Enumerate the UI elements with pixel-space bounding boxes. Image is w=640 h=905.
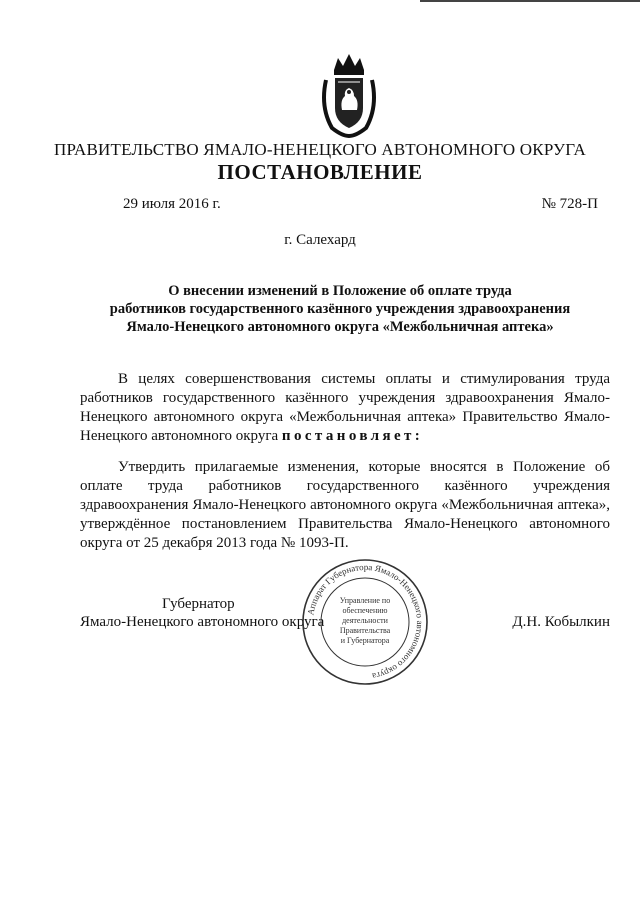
document-title [80,282,600,336]
document-date: 29 июля 2016 г. [123,196,221,212]
document-city: г. Салехард [284,232,356,248]
paragraph-1-emphasis: постановляет: [281,428,424,444]
signatory-name: Д.Н. Кобылкин [512,614,610,630]
scan-edge-line [420,0,640,2]
official-stamp [300,557,430,687]
stamp-center-line: Правительства [339,626,391,635]
signatory-title-line1: Губернатор [162,596,235,612]
stamp-ring-text: Аппарат Губернатора Ямало-Ненецкого автономного округа [305,561,426,682]
body-paragraph-2 [80,458,610,553]
title-line: Ямало-Ненецкого автономного округа «Межбольничная аптека» [126,319,554,335]
body-paragraph-1 [80,370,610,446]
document-type: ПОСТАНОВЛЕНИЕ [217,160,423,184]
stamp-center-line: Управление по [339,596,391,605]
document-number: № 728-П [541,196,598,212]
stamp-center-line: и Губернатора [340,636,390,645]
title-line: О внесении изменений в Положение об оплате труда [168,283,512,299]
stamp-center-line: деятельности [342,616,388,625]
organization-title: ПРАВИТЕЛЬСТВО ЯМАЛО-НЕНЕЦКОГО АВТОНОМНОГО ОКРУГА [54,140,586,159]
stamp-center-line: обеспечению [342,606,388,615]
signatory-title-line2: Ямало-Ненецкого автономного округа [80,614,325,630]
title-line: работников государственного казённого учреждения здравоохранения [109,301,571,317]
paragraph-2-text: Утвердить прилагаемые изменения, которые вносятся в Положение об оплате труда работников государственного казённого учреждения здравоохранения Ямало-Ненецкого автономного округа «Межбольничная аптека», утверждённое постановлением Правительства Ямало-Ненецкого автономного округа от 25 декабря 2013 года № 1093-П. [80,459,610,551]
coat-of-arms-emblem [318,52,380,138]
paragraph-1-text: В целях совершенствования системы оплаты и стимулирования труда работников государственного казённого учреждения здравоохранения Ямало-Ненецкого автономного округа «Межбольничная аптека» Правительство Ямало-Ненецкого автономного округа [80,371,610,444]
